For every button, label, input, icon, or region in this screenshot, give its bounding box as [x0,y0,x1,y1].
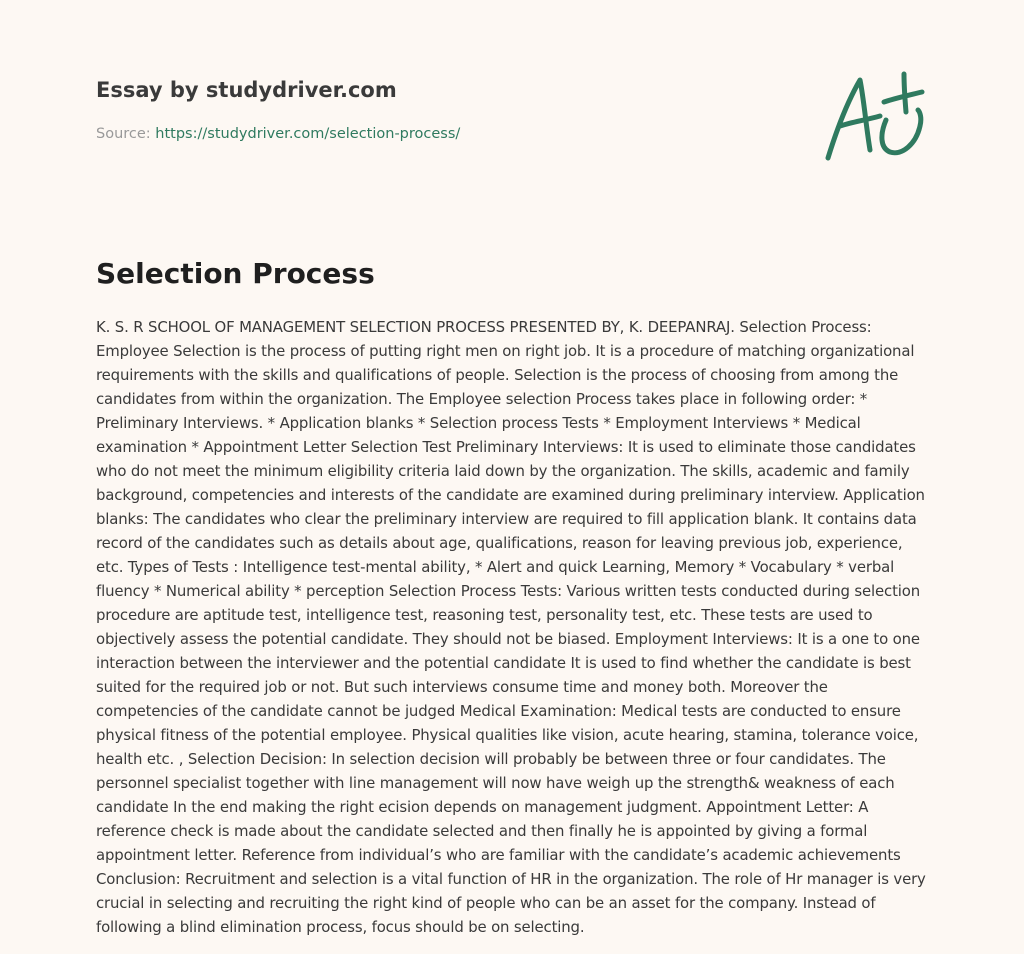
essay-header [96,76,796,144]
source-label: Source: [96,126,151,142]
source-line [96,124,796,144]
a-plus-logo-icon [822,68,928,164]
source-link[interactable]: https://studydriver.com/selection-process/ [155,126,461,142]
essay-by-heading: Essay by studydriver.com [96,78,397,102]
essay-body: K. S. R SCHOOL OF MANAGEMENT SELECTION PROCESS PRESENTED BY, K. DEEPANRAJ. Selection Process: Employee Selection is the process of putting right men on right job. It is a procedure of matching organizational requirements with the skills and qualifications of people. Selection is the process of choosing from among the candidates from within the organization. The Employee selection Process takes place in following order: * Preliminary Interviews. * Application blanks * Selection process Tests * Employment Interviews * Medical examination * Appointment Letter Selection Test Preliminary Interviews: It is used to eliminate those candidates who do not meet the minimum eligibility criteria laid down by the organization. The skills, academic and family background, competencies and interests of the candidate are examined during preliminary interview. Application blanks: The candidates who clear the preliminary interview are required to fill application blank. It contains data record of the candidates such as details about age, qualifications, reason for leaving previous job, experience, etc. Types of Tests : Intelligence test-mental ability, * Alert and quick Learning, Memory * Vocabulary * verbal fluency * Numerical ability * perception Selection Process Tests: Various written tests conducted during selection procedure are aptitude test, intelligence test, reasoning test, personality test, etc. These tests are used to objectively assess the potential candidate. They should not be biased. Employment Interviews: It is a one to one interaction between the interviewer and the potential candidate It is used to find whether the candidate is best suited for the required job or not. But such interviews consume time and money both. Moreover the competencies of the candidate cannot be judged Medical Examination: Medical tests are conducted to ensure physical fitness of the potential employee. Physical qualities like vision, acute hearing, stamina, tolerance voice, health etc. , Selection Decision: In selection decision will probably be between three or four candidates. The personnel specialist together with line management will now have weigh up the strength& weakness of each candidate In the end making the right ecision depends on management judgment. Appointment Letter: A reference check is made about the candidate selected and then finally he is appointed by giving a formal appointment letter. Reference from individual’s who are familiar with the candidate’s academic achievements Conclusion: Recruitment and selection is a vital function of HR in the organization. The role of Hr manager is very crucial in selecting and recruiting the right kind of people who can be an asset for the company. Instead of following a blind elimination process, focus should be on selecting. [96,318,926,936]
essay-title: Selection Process [96,257,375,290]
